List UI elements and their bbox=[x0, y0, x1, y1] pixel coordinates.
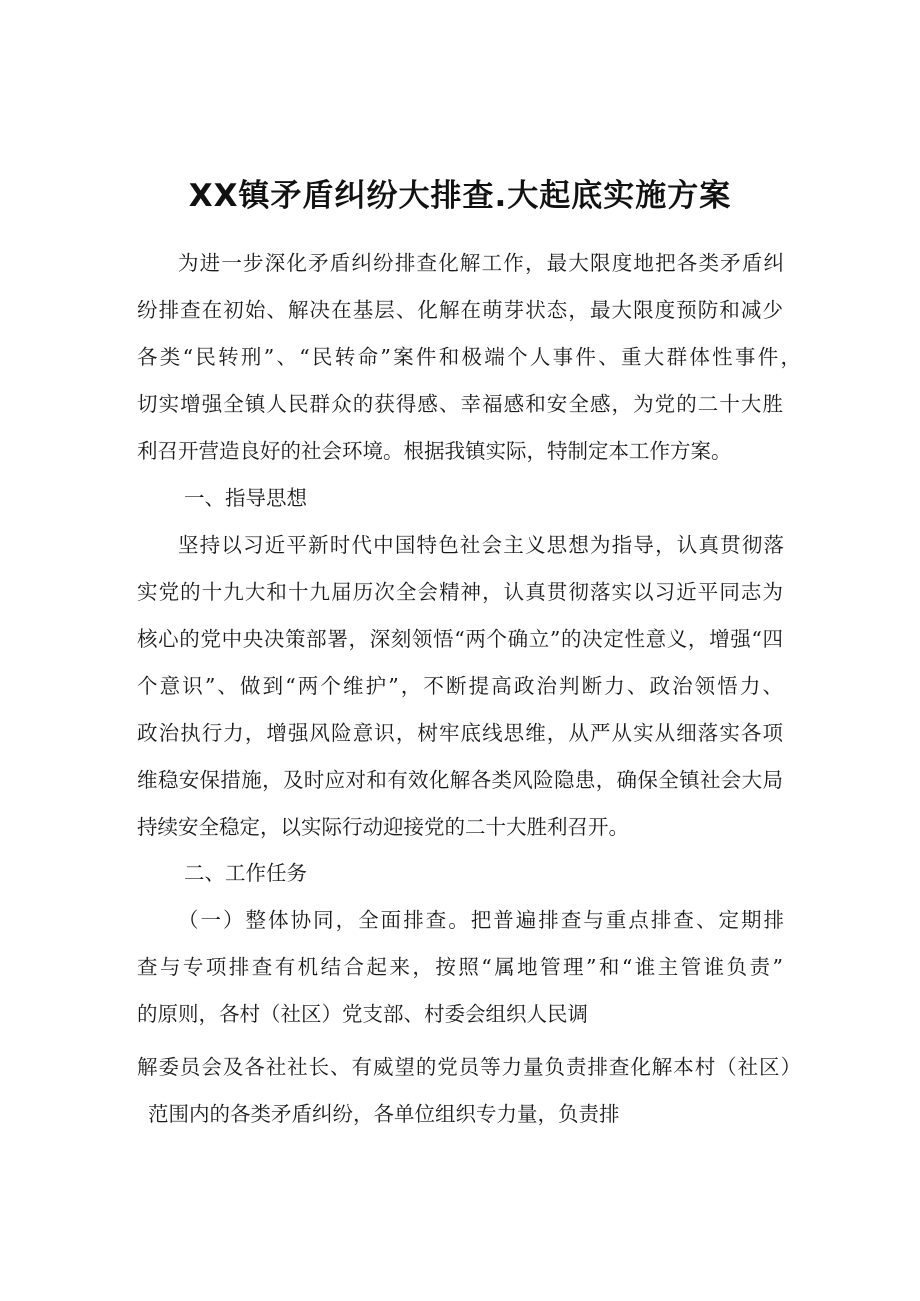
section-heading: 一、指导思想 bbox=[184, 486, 307, 510]
paragraph-line: （一）整体协同，全面排查。把普遍排查与重点排查、定期排 bbox=[178, 908, 784, 932]
paragraph-line: 切实增强全镇人民群众的获得感、幸福感和安全感，为党的二十大胜 bbox=[137, 392, 783, 416]
section-heading: 二、工作任务 bbox=[184, 861, 307, 885]
paragraph-line: 为进一步深化矛盾纠纷排查化解工作，最大限度地把各类矛盾纠 bbox=[178, 251, 784, 275]
paragraph-line: 范围内的各类矛盾纠纷，各单位组织专力量，负责排 bbox=[148, 1102, 620, 1126]
paragraph-line: 利召开营造良好的社会环境。根据我镇实际，特制定本工作方案。 bbox=[137, 439, 732, 463]
paragraph-line: 各类“民转刑”、“民转命”案件和极端个人事件、重大群体性事件， bbox=[137, 345, 801, 369]
document-title: XX镇矛盾纠纷大排查.大起底实施方案 bbox=[188, 178, 732, 214]
paragraph-line: 实党的十九大和十九届历次全会精神，认真贯彻落实以习近平同志为 bbox=[137, 580, 783, 604]
paragraph-line: 核心的党中央决策部署，深刻领悟“两个确立”的决定性意义，增强“四 bbox=[137, 627, 783, 651]
paragraph-line: 解委员会及各社社长、有威望的党员等力量负责排查化解本村（社区） bbox=[137, 1055, 801, 1079]
paragraph-line: 个意识”、做到“两个维护”，不断提高政治判断力、政治领悟力、 bbox=[137, 674, 783, 698]
paragraph-line: 查与专项排查有机结合起来，按照“属地管理”和“谁主管谁负责” bbox=[137, 955, 783, 979]
paragraph-line: 坚持以习近平新时代中国特色社会主义思想为指导，认真贯彻落 bbox=[178, 533, 784, 557]
paragraph-line: 政治执行力，增强风险意识，树牢底线思维，从严从实从细落实各项 bbox=[137, 721, 783, 745]
paragraph-line: 持续安全稳定，以实际行动迎接党的二十大胜利召开。 bbox=[137, 815, 629, 839]
paragraph-line: 的原则，各村（社区）党支部、村委会组织人民调 bbox=[137, 1002, 588, 1026]
paragraph-line: 纷排查在初始、解决在基层、化解在萌芽状态，最大限度预防和减少 bbox=[137, 298, 783, 322]
paragraph-line: 维稳安保措施，及时应对和有效化解各类风险隐患，确保全镇社会大局 bbox=[137, 768, 783, 792]
